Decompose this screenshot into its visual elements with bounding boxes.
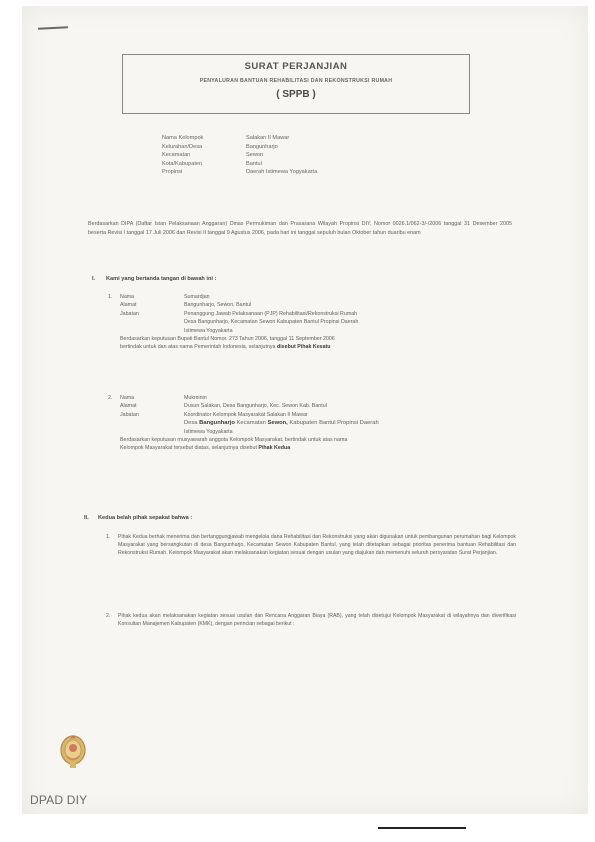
section-2-heading: Kedua belah pihak sepakat bahwa :: [98, 515, 193, 521]
party-2-position-line: Istimewa Yogyakarta: [184, 428, 233, 435]
party-1-position-line: Istimewa Yogyakarta: [184, 327, 233, 334]
info-label: Nama Kelompok: [162, 135, 204, 141]
info-value: Salakan II Mawar: [246, 135, 290, 141]
party-row: [120, 411, 514, 419]
district-name: Sewon,: [267, 420, 288, 427]
watermark: DPAD DIY: [30, 793, 88, 807]
party-1: [108, 293, 514, 352]
agreement-item: [106, 612, 516, 628]
info-label: Kecamatan: [162, 152, 191, 159]
party-row: [120, 394, 514, 402]
party-2-position-line: Koordinator Kelompok Masyarakat Salakan II Mawar: [184, 411, 308, 418]
info-value: Daerah Istimewa Yogyakarta: [246, 169, 318, 176]
info-value: Sewon: [246, 152, 264, 159]
document-title: SURAT PERJANJIAN: [244, 61, 348, 72]
section-2-number: II.: [84, 515, 89, 521]
party-1-position-line: Penanggung Jawab Pelaksanaan (PJP) Rehabilitasi/Rekonstruksi Rumah: [184, 310, 358, 317]
basis-text: Kelompok Masyarakat tersebut diatas, selanjutnya disebut: [120, 445, 257, 452]
bottom-rule: [378, 827, 466, 829]
document-subtitle: PENYALURAN BANTUAN REHABILITASI DAN REKONSTRUKSI RUMAH: [199, 78, 393, 84]
document-code: ( SPPB ): [276, 89, 316, 100]
party-2-basis: Berdasarkan keputusan musyawarah anggota Kelompok Masyarakat, bertindak untuk atas nama: [120, 437, 348, 444]
item-text: Pihak Kedua berhak menerima dan bertanggungjawab mengelola dana Rehabilitasi dan Rekonstruksi yang akan digunakan untuk pembangunan perumahan bagi Kelompok Masyarakat yang bersangkutan di desa Bangunharjo, Kecamatan Sewon Kabupaten Bantul, yang telah ditetapkan sebagai prioritas penerima bantuan Rehabilitasi dan Rekonstruksi Rumah. Kelompok Masyarakat akan melaksanakan kegiatan sesuai dengan usulan yang diajukan dan memenuhi seluruh persyaratan Surat Perjanjian.: [118, 534, 516, 557]
party-2-basis-2: [120, 444, 514, 452]
village-name: Bangunharjo: [199, 420, 235, 427]
party-row: [120, 318, 514, 326]
address-label: Alamat: [120, 403, 137, 410]
party-2-position-line: [184, 419, 514, 427]
party-1-basis: Berdasarkan keputusan Bupati Bantul Nomor. 273 Tahun 2006, tanggal 11 September 2006: [120, 336, 335, 343]
group-info: [162, 134, 317, 177]
section-1-heading: Kami yang bertanda tangan di bawah ini :: [106, 276, 217, 282]
name-label: Nama: [120, 294, 135, 300]
party-2-address: Dusun Salakan, Desa Bangunharjo, Kec. Sewon Kab. Bantul: [184, 403, 327, 410]
item-text: Pihak kedua akan melaksanakan kegiatan sesuai usulan dan Rencana Anggaran Biaya (RAB), yang telah disetujui Kelompok Masyarakat di wilayahnya dan diverifikasi Konsultan Manajemen Kabupaten (KMK), dengan perincian sebagai berikut :: [118, 613, 516, 628]
yogyakarta-crest-icon: [56, 726, 90, 772]
info-label: Kota/Kabupaten: [162, 160, 203, 167]
info-row: [162, 168, 317, 177]
info-value: Bangunharjo: [246, 143, 278, 150]
party-row: [120, 327, 514, 335]
info-value: Bantul: [246, 160, 262, 167]
party-row: [120, 293, 514, 301]
position-text: Desa: [184, 420, 198, 427]
party-2-designation: Pihak Kedua: [258, 445, 291, 452]
info-label: Propinsi: [162, 169, 183, 176]
party-2-number: 2.: [108, 395, 113, 401]
party-1-number: 1.: [108, 294, 113, 300]
info-row: [162, 143, 317, 152]
party-row: [120, 428, 514, 436]
name-label: Nama: [120, 395, 135, 401]
party-1-address: Bangunharjo, Sewon, Bantul: [184, 302, 252, 309]
section-1-number: I.: [92, 276, 96, 282]
item-number: 2.: [106, 613, 111, 619]
info-row: [162, 160, 317, 169]
party-1-position-line: Desa Bangunharjo, Kecamatan Sewon Kabupaten Bantul Propinsi Daerah: [184, 319, 359, 326]
party-row: [120, 310, 514, 318]
party-2-name: Mukminin: [184, 395, 207, 401]
position-label: Jabatan: [120, 411, 139, 418]
address-label: Alamat: [120, 302, 137, 309]
item-number: 1.: [106, 534, 111, 540]
info-label: Kelurahan/Desa: [162, 143, 203, 150]
info-row: [162, 151, 317, 160]
info-row: [162, 134, 317, 143]
party-1-designation: disebut Pihak Kesatu: [276, 344, 331, 351]
intro-paragraph: Berdasarkan DIPA (Daftar Isian Pelaksanaan Anggaran) Dinas Permukiman dan Prasarana Wilayah Propinsi DIY, Nomor 0026.1/062-3/-/2006 tanggal 31 Desember 2005 beserta Revisi I tanggal 17 Juli 2006 dan Revisi II tanggal 9 Agustus 2006, pada hari ini tanggal sepuluh bulan Oktober tahun duaribu enam: [88, 221, 512, 236]
basis-text: bertindak untuk dan atas nama Pemerintah Indonesia, selanjutnya: [120, 344, 276, 351]
party-row: [120, 301, 514, 309]
position-text: Kabupaten Bantul Propinsi Daerah: [289, 420, 379, 427]
title-box: [122, 54, 470, 114]
position-text: Kecamatan: [236, 420, 266, 427]
party-row: [120, 402, 514, 410]
party-1-name: Sumardjan: [184, 294, 210, 300]
party-1-basis-2: [120, 343, 514, 351]
party-2: [108, 394, 514, 453]
party-row: [120, 419, 514, 427]
agreement-item: [106, 533, 516, 558]
position-label: Jabatan: [120, 310, 139, 317]
